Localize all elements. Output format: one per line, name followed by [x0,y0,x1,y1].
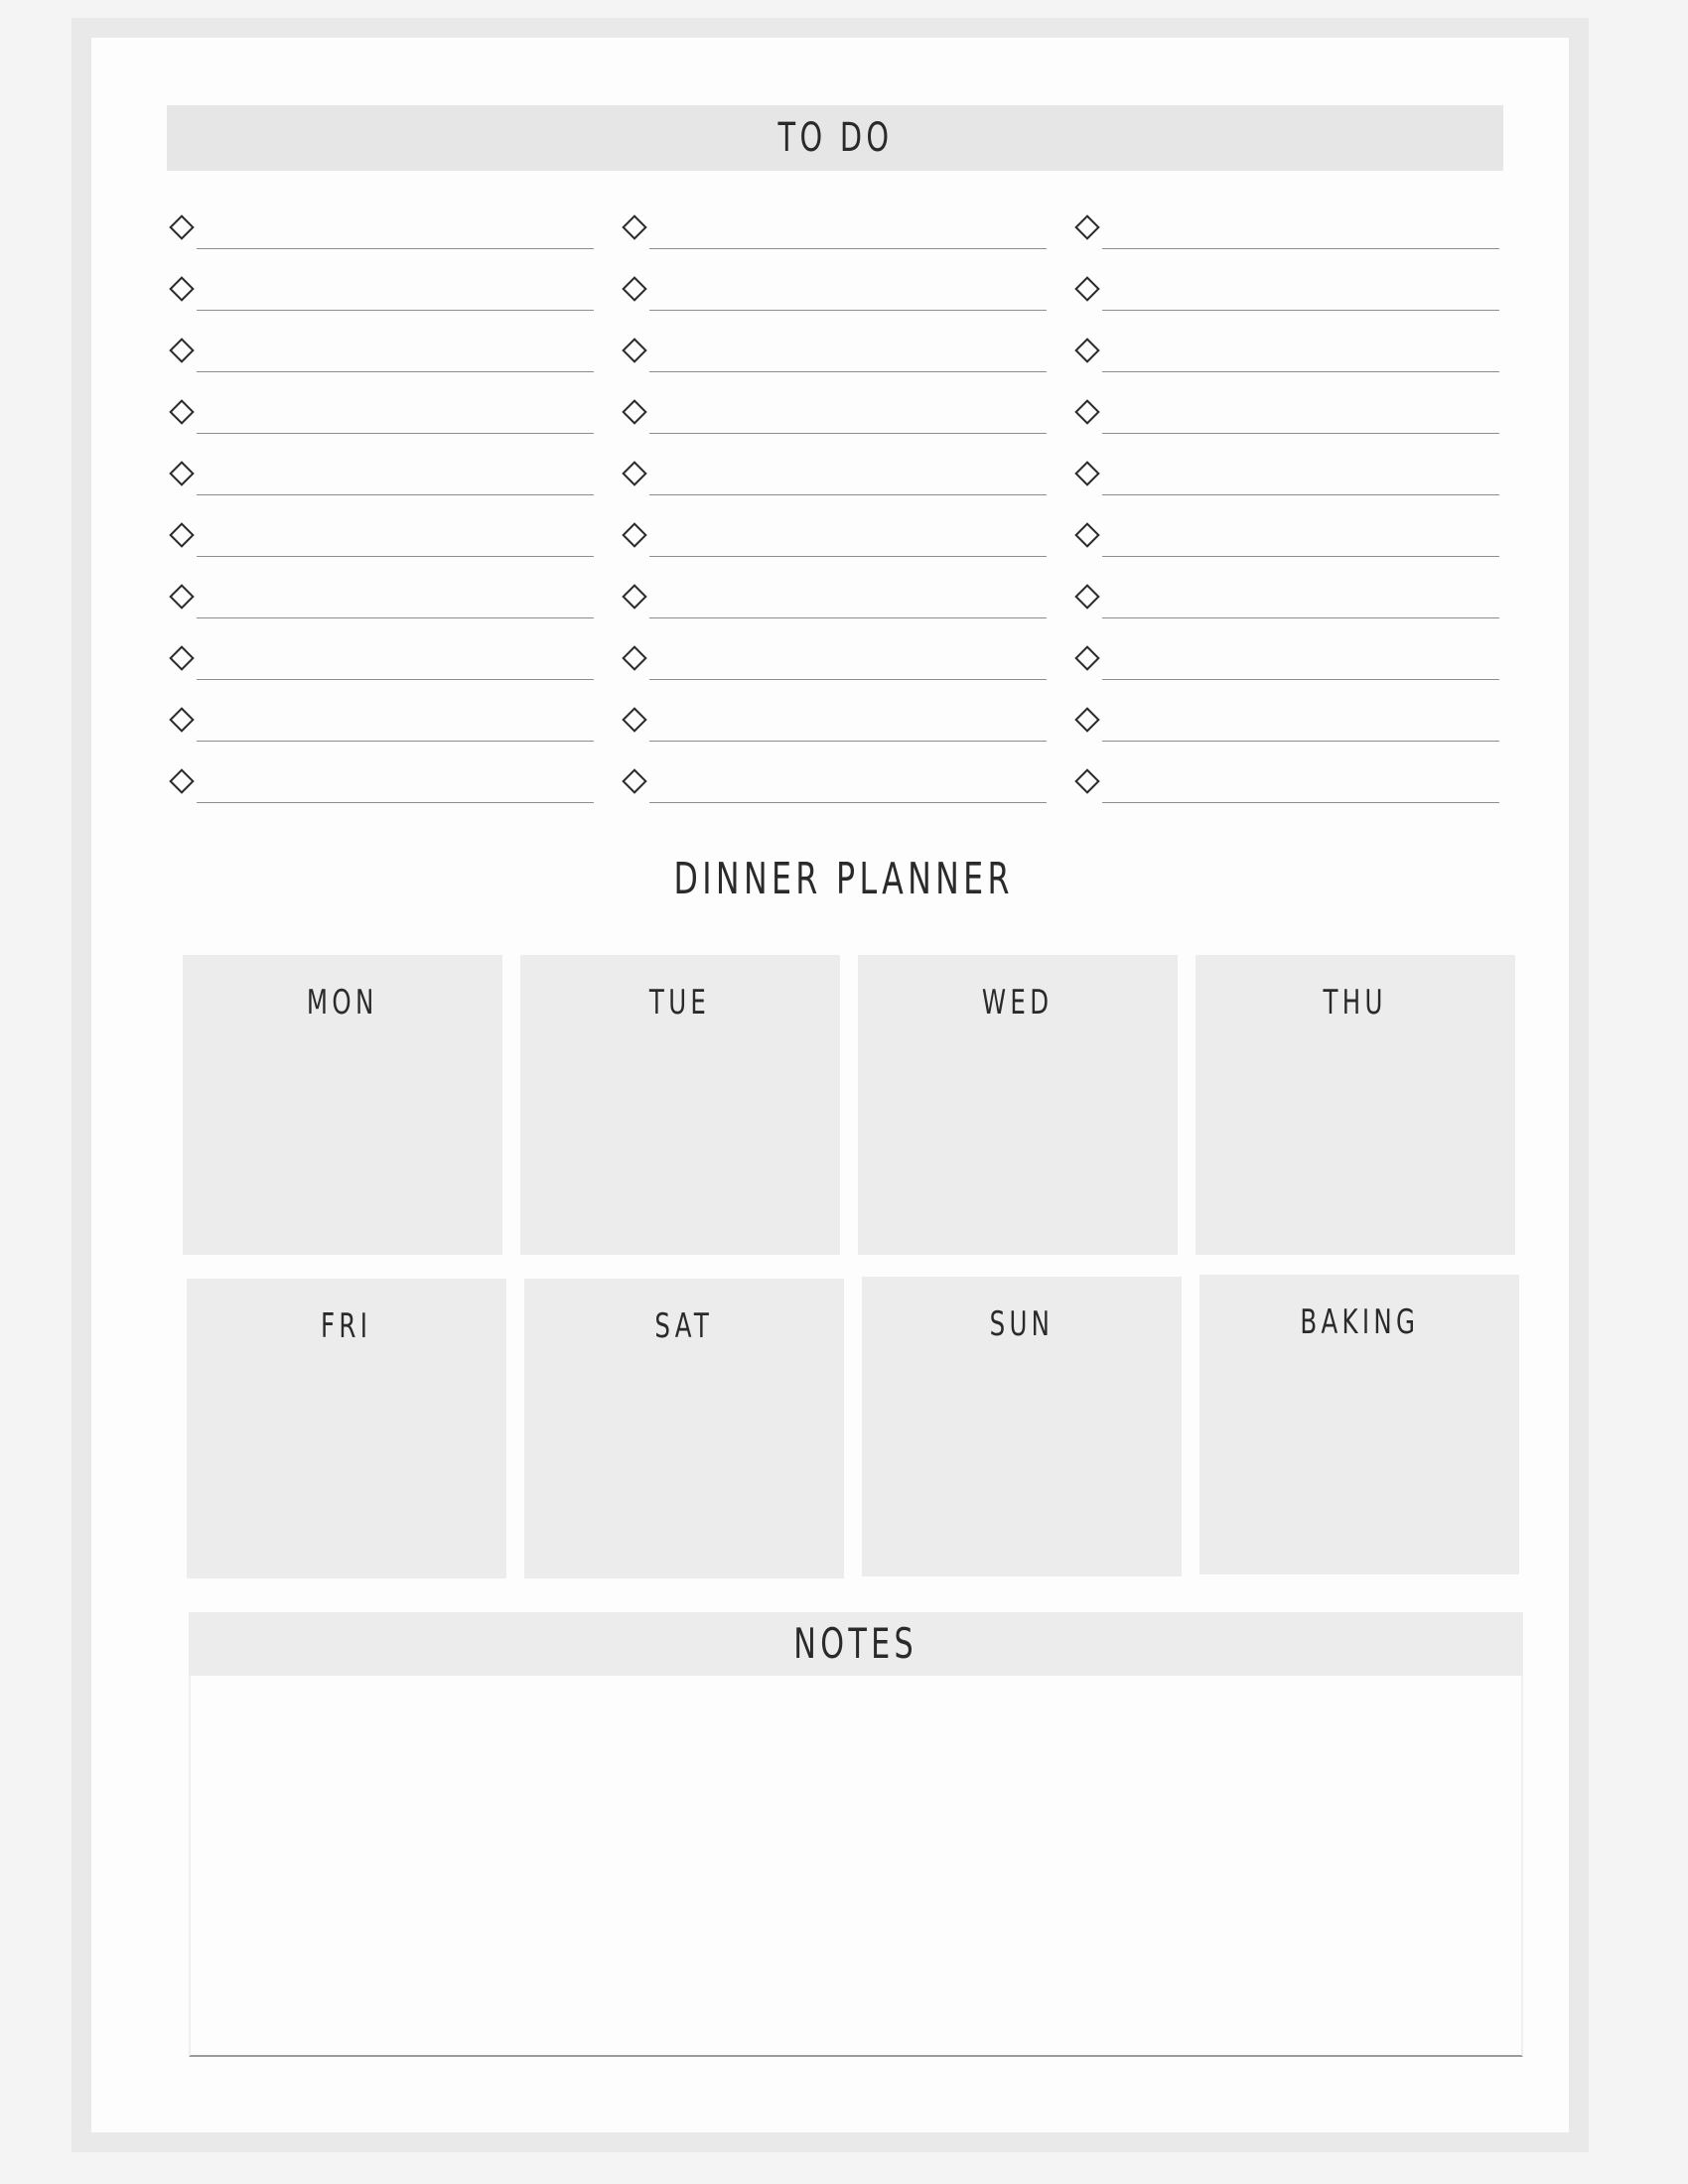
todo-write-line[interactable] [197,433,594,434]
todo-item [167,749,594,810]
diamond-checkbox-icon[interactable] [1074,707,1099,732]
todo-write-line[interactable] [197,679,594,680]
todo-write-line[interactable] [1102,741,1499,742]
todo-item [1072,256,1499,318]
diamond-checkbox-icon[interactable] [169,214,194,239]
todo-write-line[interactable] [197,248,594,249]
notes-header [189,1612,1523,1676]
diamond-checkbox-icon[interactable] [169,584,194,609]
diamond-checkbox-icon[interactable] [1074,522,1099,547]
dinner-planner-header [0,850,1688,909]
todo-item [1072,379,1499,441]
todo-item [620,379,1047,441]
diamond-checkbox-icon[interactable] [169,461,194,485]
day-label: MON [307,983,378,1023]
todo-write-line[interactable] [197,741,594,742]
todo-item [167,195,594,256]
todo-write-line[interactable] [197,556,594,557]
todo-column-2 [620,195,1047,810]
diamond-checkbox-icon[interactable] [622,707,646,732]
todo-write-line[interactable] [1102,679,1499,680]
todo-title: TO DO [777,115,893,161]
todo-write-line[interactable] [1102,371,1499,372]
todo-write-line[interactable] [1102,802,1499,803]
diamond-checkbox-icon[interactable] [169,645,194,670]
diamond-checkbox-icon[interactable] [1074,461,1099,485]
day-label: WED [982,983,1054,1023]
todo-write-line[interactable] [649,371,1047,372]
todo-write-line[interactable] [1102,494,1499,495]
diamond-checkbox-icon[interactable] [1074,338,1099,362]
todo-write-line[interactable] [649,310,1047,311]
todo-item [1072,441,1499,502]
todo-item [167,379,594,441]
todo-item [1072,625,1499,687]
diamond-checkbox-icon[interactable] [169,768,194,793]
todo-item [1072,318,1499,379]
diamond-checkbox-icon[interactable] [169,522,194,547]
day-box-tue[interactable] [520,955,840,1255]
day-label: THU [1323,983,1388,1023]
notes-area[interactable] [189,1676,1523,2057]
todo-item [167,256,594,318]
todo-write-line[interactable] [197,371,594,372]
todo-write-line[interactable] [649,433,1047,434]
day-label: SUN [989,1304,1055,1344]
todo-write-line[interactable] [197,494,594,495]
todo-write-line[interactable] [1102,310,1499,311]
todo-column-3 [1072,195,1499,810]
todo-item [620,749,1047,810]
todo-item [167,625,594,687]
diamond-checkbox-icon[interactable] [622,338,646,362]
diamond-checkbox-icon[interactable] [622,522,646,547]
diamond-checkbox-icon[interactable] [169,399,194,424]
diamond-checkbox-icon[interactable] [1074,768,1099,793]
diamond-checkbox-icon[interactable] [622,214,646,239]
todo-write-line[interactable] [1102,248,1499,249]
diamond-checkbox-icon[interactable] [169,276,194,301]
day-label: BAKING [1299,1302,1420,1342]
notes-title: NOTES [793,1619,918,1668]
todo-write-line[interactable] [1102,617,1499,618]
todo-item [167,687,594,749]
todo-write-line[interactable] [1102,556,1499,557]
todo-item [620,318,1047,379]
todo-item [620,564,1047,625]
diamond-checkbox-icon[interactable] [622,768,646,793]
diamond-checkbox-icon[interactable] [622,645,646,670]
todo-write-line[interactable] [649,494,1047,495]
todo-item [167,441,594,502]
todo-item [1072,502,1499,564]
diamond-checkbox-icon[interactable] [1074,399,1099,424]
todo-write-line[interactable] [197,310,594,311]
day-box-wed[interactable] [858,955,1178,1255]
todo-write-line[interactable] [649,679,1047,680]
todo-item [167,502,594,564]
diamond-checkbox-icon[interactable] [622,461,646,485]
todo-write-line[interactable] [649,556,1047,557]
day-label: SAT [654,1306,714,1346]
day-box-fri[interactable] [187,1279,506,1578]
todo-item [620,502,1047,564]
todo-write-line[interactable] [649,248,1047,249]
todo-item [620,256,1047,318]
todo-item [1072,195,1499,256]
day-box-sat[interactable] [524,1279,844,1578]
diamond-checkbox-icon[interactable] [622,399,646,424]
todo-item [1072,687,1499,749]
todo-item [167,564,594,625]
todo-write-line[interactable] [649,802,1047,803]
diamond-checkbox-icon[interactable] [1074,584,1099,609]
day-box-sun[interactable] [862,1277,1182,1576]
diamond-checkbox-icon[interactable] [1074,645,1099,670]
day-box-mon[interactable] [183,955,502,1255]
todo-item [1072,564,1499,625]
todo-write-line[interactable] [197,617,594,618]
diamond-checkbox-icon[interactable] [622,276,646,301]
day-label: TUE [649,983,711,1023]
todo-item [1072,749,1499,810]
todo-item [620,195,1047,256]
todo-column-1 [167,195,594,810]
diamond-checkbox-icon[interactable] [169,338,194,362]
day-box-baking[interactable] [1199,1275,1519,1574]
diamond-checkbox-icon[interactable] [169,707,194,732]
todo-write-line[interactable] [649,617,1047,618]
diamond-checkbox-icon[interactable] [1074,276,1099,301]
todo-item [620,441,1047,502]
todo-item [620,687,1047,749]
todo-item [620,625,1047,687]
todo-write-line[interactable] [197,802,594,803]
todo-write-line[interactable] [1102,433,1499,434]
day-box-thu[interactable] [1196,955,1515,1255]
diamond-checkbox-icon[interactable] [1074,214,1099,239]
diamond-checkbox-icon[interactable] [622,584,646,609]
todo-header [167,105,1503,171]
dinner-planner-title: DINNER PLANNER [673,854,1015,904]
todo-write-line[interactable] [649,741,1047,742]
todo-item [167,318,594,379]
day-label: FRI [321,1306,372,1346]
